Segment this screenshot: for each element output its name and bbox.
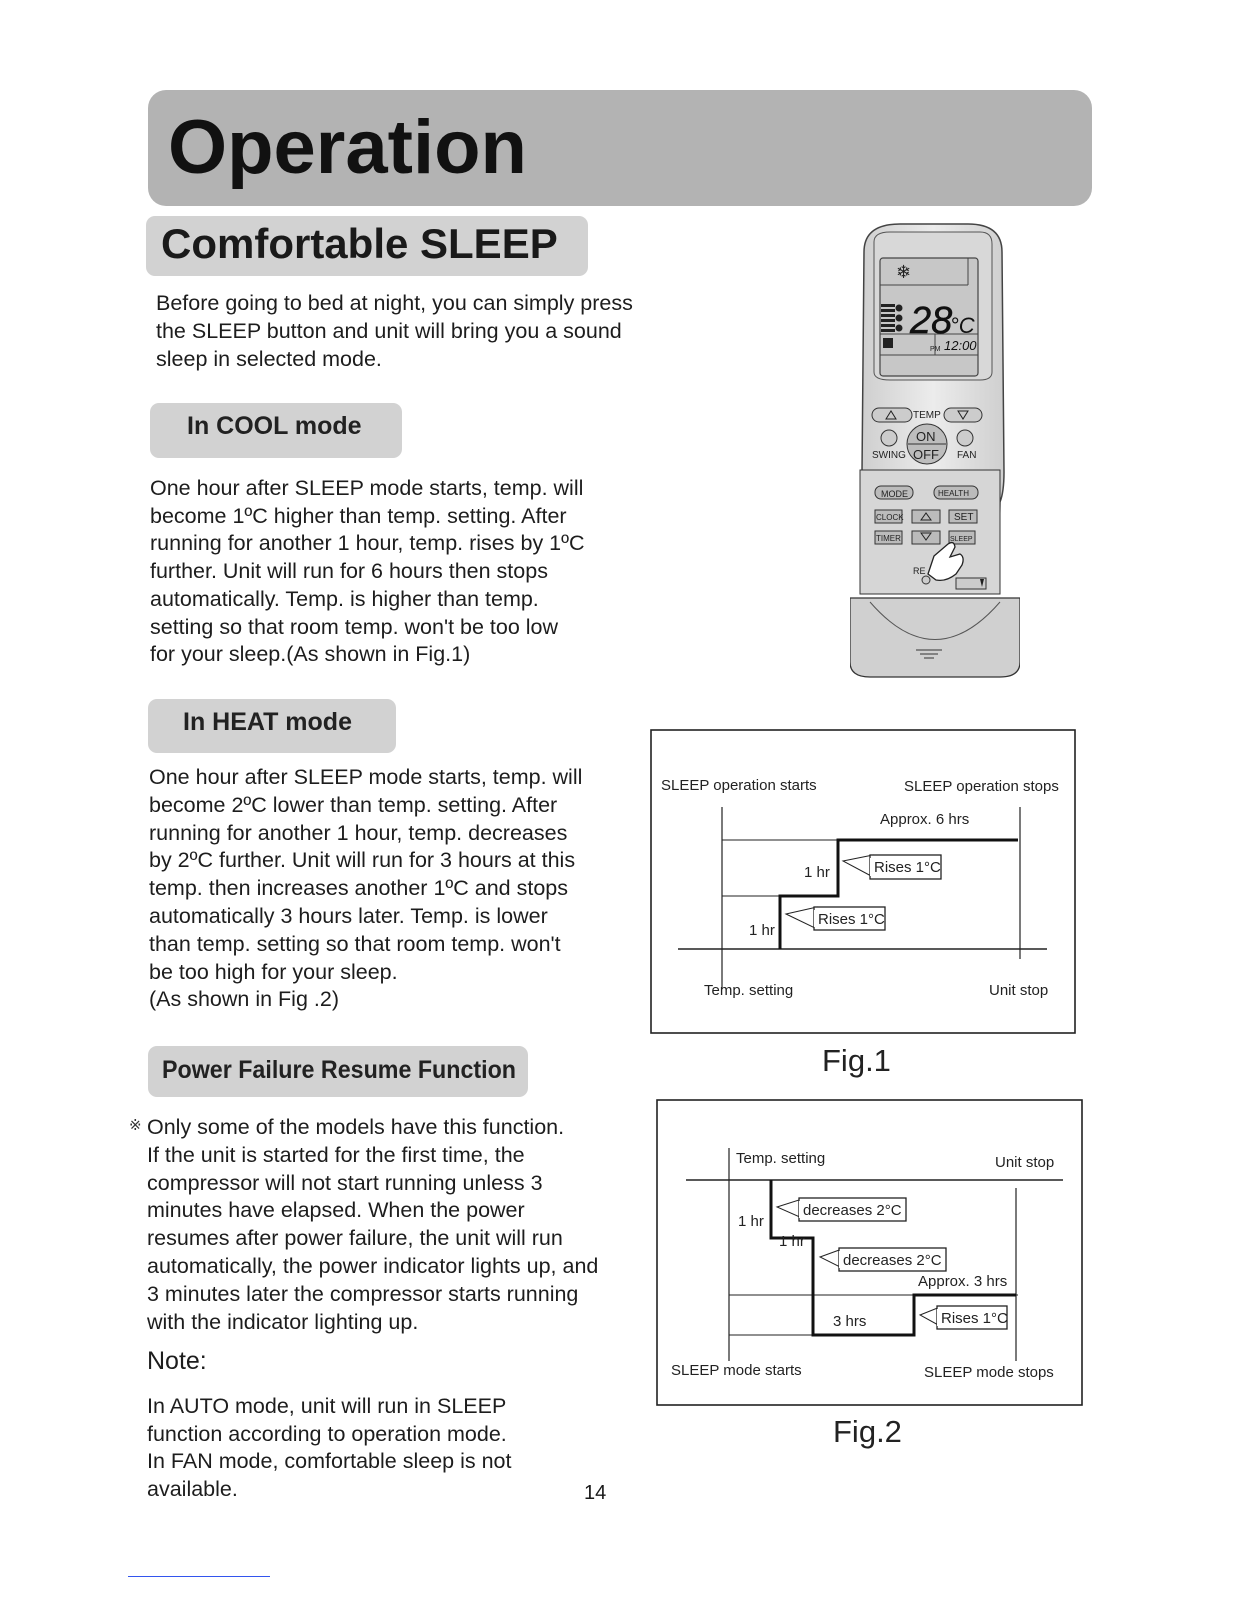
lcd-ampm: PM: [930, 346, 941, 353]
note-line: In AUTO mode, unit will run in SLEEP: [147, 1394, 507, 1418]
fig1-step1-hr: 1 hr: [749, 922, 775, 939]
note-line: function according to operation mode.: [147, 1421, 507, 1446]
heat-line: One hour after SLEEP mode starts, temp. will: [149, 765, 583, 789]
power-line: minutes have elapsed. When the power: [147, 1198, 525, 1223]
fig2-callout-2-text: decreases 2°C: [843, 1252, 942, 1269]
on-label: ON: [916, 429, 936, 444]
intro-line: Before going to bed at night, you can simply press: [156, 291, 633, 315]
heat-mode-heading-box: [148, 699, 396, 753]
page-number: 14: [584, 1482, 607, 1504]
clock-label: CLOCK: [876, 513, 904, 522]
moon-icon: [883, 338, 893, 348]
up-button: [912, 510, 940, 523]
footer-rule: [128, 1576, 270, 1577]
fig1-step2-hr: 1 hr: [804, 864, 830, 881]
heat-line: (As shown in Fig .2): [149, 987, 339, 1012]
intro-line: sleep in selected mode.: [156, 347, 382, 371]
cool-line: setting so that room temp. won't be too low: [150, 614, 559, 639]
heat-line: temp. then increases another 1ºC and stops: [149, 876, 568, 901]
fig1-start-label: SLEEP operation starts: [661, 777, 817, 794]
cool-mode-heading-box: [150, 403, 402, 458]
fig2-heat-mode-diagram: [656, 1099, 1084, 1409]
remote-control-illustration: [850, 222, 1020, 690]
page-title: Operation: [168, 105, 527, 190]
power-line: compressor will not start running unless 3: [147, 1170, 543, 1195]
fig2-unit-stop: Unit stop: [995, 1154, 1055, 1171]
power-line: 3 minutes later the compressor starts running: [147, 1281, 579, 1306]
lcd-temperature-unit: °C: [950, 313, 975, 338]
fig1-temp-setting: Temp. setting: [704, 982, 794, 999]
power-line: automatically, the power indicator lights up, and: [147, 1253, 599, 1278]
fig1-cool-mode-diagram: [650, 729, 1078, 1036]
cool-line: One hour after SLEEP mode starts, temp. will: [150, 476, 584, 500]
fig2-callout-1-text: decreases 2°C: [803, 1202, 902, 1219]
fig2-callout-3-text: Rises 1°C: [941, 1310, 1008, 1327]
reset-label: RE: [913, 566, 926, 576]
fig2-hold-label: 3 hrs: [833, 1313, 867, 1330]
heat-mode-paragraph: [149, 764, 582, 1014]
cool-line: become 1ºC higher than temp. setting. After: [150, 503, 567, 528]
section-title-box: [146, 216, 588, 276]
heat-line: than temp. setting so that room temp. won't: [149, 931, 561, 956]
fig1-callout-1-text: Rises 1°C: [818, 911, 885, 928]
note-line: available.: [147, 1476, 238, 1501]
section-title: Comfortable SLEEP: [161, 220, 558, 267]
mode-label: MODE: [881, 489, 908, 499]
timer-label: TIMER: [876, 534, 901, 543]
fig1-stop-label: SLEEP operation stops: [904, 778, 1059, 795]
heat-line: running for another 1 hour, temp. decreases: [149, 820, 568, 845]
note-line: In FAN mode, comfortable sleep is not: [147, 1449, 512, 1473]
temp-up-button: [872, 408, 912, 422]
fig2-temp-setting: Temp. setting: [736, 1150, 826, 1167]
fig2-caption: Fig.2: [833, 1414, 902, 1449]
lcd-clock: 12:00: [944, 338, 977, 353]
heat-line: automatically 3 hours later. Temp. is lower: [149, 903, 548, 928]
cool-line: automatically. Temp. is higher than temp.: [150, 586, 539, 611]
power-failure-paragraph: [147, 1114, 598, 1336]
snowflake-icon: ❄: [896, 262, 912, 282]
power-failure-heading-box: [148, 1046, 528, 1097]
power-line: If the unit is started for the first time, the: [147, 1142, 525, 1167]
remote-cover: [850, 598, 1020, 677]
intro-line: the SLEEP button and unit will bring you a sound: [156, 319, 622, 343]
fig2-step1-hr: 1 hr: [738, 1213, 764, 1230]
swing-label: SWING: [872, 450, 906, 461]
set-label: SET: [954, 512, 974, 523]
heat-mode-heading: In HEAT mode: [183, 708, 352, 736]
power-failure-heading: Power Failure Resume Function: [162, 1056, 516, 1084]
temp-label: TEMP: [913, 410, 941, 421]
title-banner: [148, 90, 1092, 206]
power-line: resumes after power failure, the unit will run: [147, 1226, 563, 1251]
reset-button: [922, 576, 930, 584]
cool-mode-heading: In COOL mode: [187, 412, 362, 440]
health-label: HEALTH: [938, 489, 969, 498]
fig2-duration-label: Approx. 3 hrs: [918, 1273, 1008, 1290]
fig2-stop-label: SLEEP mode stops: [924, 1364, 1054, 1381]
heat-line: be too high for your sleep.: [149, 959, 398, 984]
fig1-caption: Fig.1: [822, 1043, 891, 1078]
power-line: with the indicator lighting up.: [147, 1309, 419, 1334]
swing-button: [881, 430, 897, 446]
fan-label: FAN: [957, 450, 977, 461]
heat-line: become 2ºC lower than temp. setting. After: [149, 792, 558, 817]
fig2-step2-hr: 1 hr: [779, 1233, 805, 1250]
cool-line: running for another 1 hour, temp. rises by 1ºC: [150, 531, 585, 556]
cool-line: for your sleep.(As shown in Fig.1): [150, 642, 471, 667]
note-paragraph: [147, 1393, 511, 1503]
cool-mode-paragraph: [150, 475, 585, 669]
lcd-temperature: 28: [910, 300, 953, 342]
cool-line: further. Unit will run for 6 hours then stops: [150, 559, 548, 584]
fig1-duration-label: Approx. 6 hrs: [880, 811, 970, 828]
sleep-label: SLEEP: [950, 536, 973, 543]
fan-button: [957, 430, 973, 446]
reference-mark: ※: [129, 1117, 142, 1134]
fig2-start-label: SLEEP mode starts: [671, 1362, 802, 1379]
power-line: Only some of the models have this function.: [147, 1115, 565, 1139]
fig1-unit-stop: Unit stop: [989, 982, 1049, 999]
off-label: OFF: [913, 447, 939, 462]
heat-line: by 2ºC further. Unit will run for 3 hours at this: [149, 848, 576, 873]
note-label: Note:: [147, 1347, 207, 1375]
intro-paragraph: [156, 289, 633, 373]
fig1-callout-2-text: Rises 1°C: [874, 859, 941, 876]
